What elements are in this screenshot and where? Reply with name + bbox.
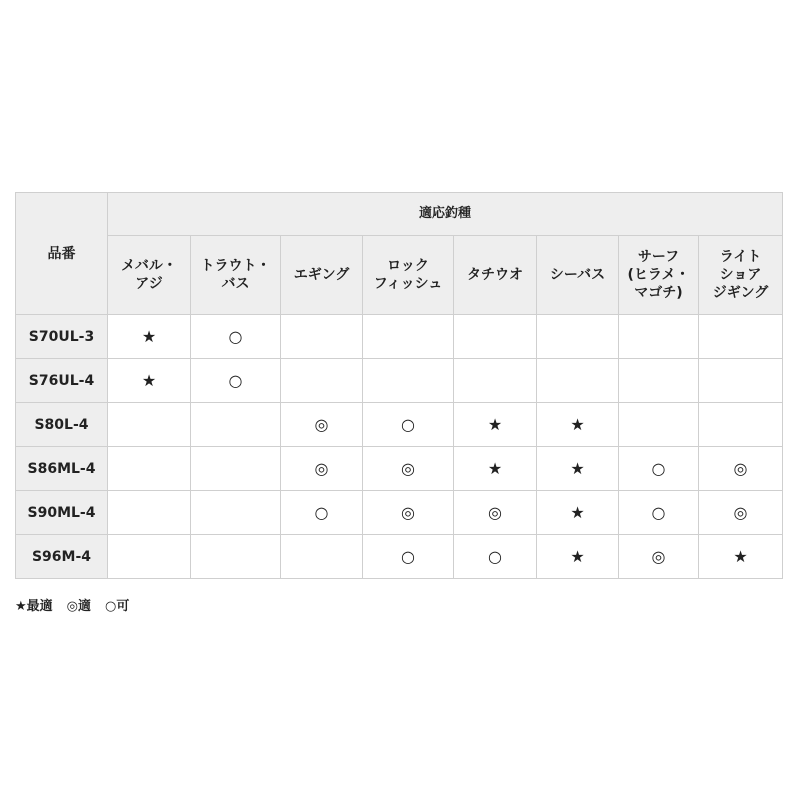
suitability-mark (108, 447, 191, 491)
table-row (16, 447, 783, 491)
suitability-mark: ○ (454, 535, 537, 579)
model-column-header: 品番 (16, 193, 108, 315)
species-header-eging: エギング (281, 236, 363, 315)
table-row (16, 491, 783, 535)
suitability-mark (191, 491, 281, 535)
table-row (16, 403, 783, 447)
suitability-mark: ○ (619, 491, 699, 535)
model-name: S76UL-4 (16, 359, 108, 403)
suitability-mark: ★ (454, 403, 537, 447)
species-group-header: 適応釣種 (108, 193, 783, 236)
suitability-mark: ◎ (699, 491, 783, 535)
suitability-mark (699, 359, 783, 403)
suitability-mark: ○ (363, 403, 454, 447)
suitability-mark: ○ (281, 491, 363, 535)
legend-possible: ○可 (105, 599, 130, 614)
suitability-mark: ★ (108, 315, 191, 359)
species-header-mebaru-aji: メバル・ アジ (108, 236, 191, 315)
suitability-mark (108, 403, 191, 447)
suitability-mark (699, 403, 783, 447)
species-suitability-table (15, 192, 783, 579)
suitability-mark: ◎ (363, 491, 454, 535)
suitability-mark: ○ (191, 359, 281, 403)
suitability-mark (191, 447, 281, 491)
suitability-mark (108, 491, 191, 535)
species-header-tachiuo: タチウオ (454, 236, 537, 315)
suitability-mark: ◎ (454, 491, 537, 535)
model-name: S86ML-4 (16, 447, 108, 491)
model-name: S70UL-3 (16, 315, 108, 359)
model-name: S90ML-4 (16, 491, 108, 535)
model-name: S80L-4 (16, 403, 108, 447)
suitability-mark: ◎ (281, 447, 363, 491)
suitability-mark (699, 315, 783, 359)
suitability-mark (363, 315, 454, 359)
suitability-mark: ★ (537, 403, 619, 447)
suitability-mark (619, 315, 699, 359)
suitability-mark: ★ (108, 359, 191, 403)
suitability-mark (454, 315, 537, 359)
suitability-mark (281, 535, 363, 579)
suitability-mark: ○ (363, 535, 454, 579)
suitability-mark (191, 535, 281, 579)
suitability-mark: ★ (454, 447, 537, 491)
suitability-mark: ★ (699, 535, 783, 579)
table-row (16, 315, 783, 359)
species-header-rockfish: ロック フィッシュ (363, 236, 454, 315)
suitability-mark: ★ (537, 535, 619, 579)
suitability-mark (191, 403, 281, 447)
suitability-mark (363, 359, 454, 403)
suitability-mark: ○ (191, 315, 281, 359)
suitability-mark: ◎ (699, 447, 783, 491)
suitability-mark (619, 403, 699, 447)
suitability-mark: ◎ (619, 535, 699, 579)
suitability-mark: ○ (619, 447, 699, 491)
legend-suitable: ◎適 (66, 599, 91, 614)
suitability-mark: ◎ (363, 447, 454, 491)
suitability-mark: ◎ (281, 403, 363, 447)
species-header-trout-bass: トラウト・ バス (191, 236, 281, 315)
suitability-mark (454, 359, 537, 403)
suitability-mark: ★ (537, 447, 619, 491)
table-row (16, 359, 783, 403)
species-header-light-shore-jigging: ライト ショア ジギング (699, 236, 783, 315)
suitability-mark: ★ (537, 491, 619, 535)
species-header-surf: サーフ (ヒラメ・ マゴチ) (619, 236, 699, 315)
table-row (16, 535, 783, 579)
suitability-mark (537, 359, 619, 403)
legend-best: ★最適 (15, 599, 53, 614)
species-header-seabass: シーバス (537, 236, 619, 315)
suitability-mark (619, 359, 699, 403)
suitability-mark (281, 315, 363, 359)
suitability-mark (281, 359, 363, 403)
symbol-legend (15, 595, 129, 614)
model-name: S96M-4 (16, 535, 108, 579)
suitability-mark (108, 535, 191, 579)
suitability-mark (537, 315, 619, 359)
